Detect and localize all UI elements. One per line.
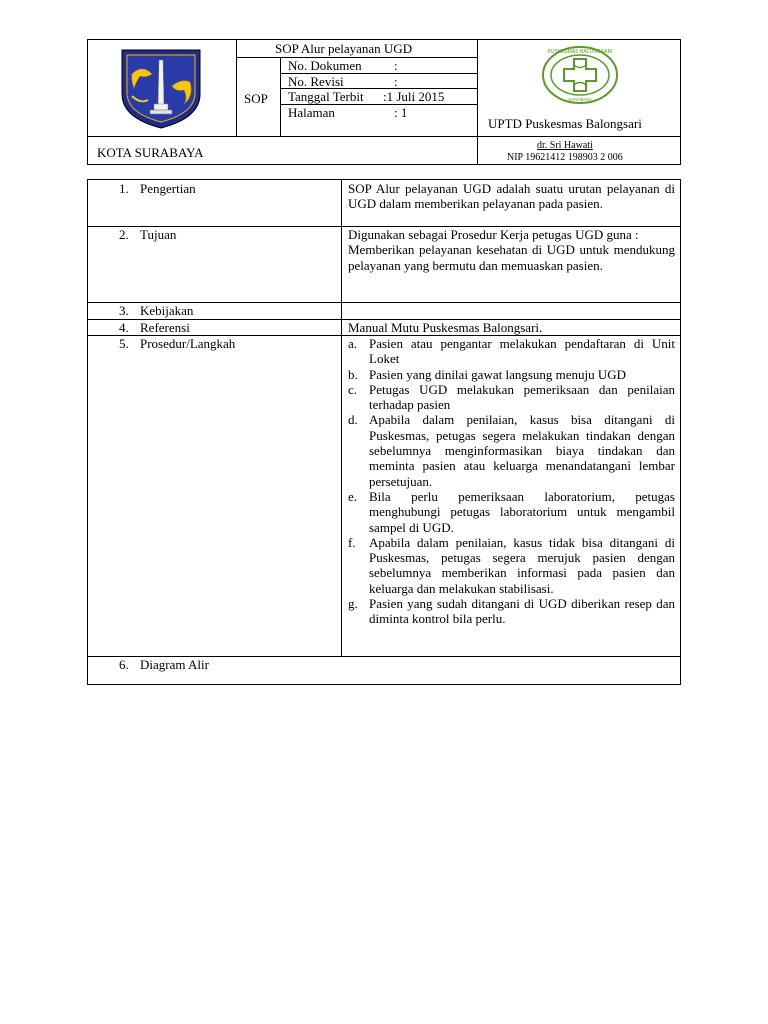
svg-text:SURABAYA: SURABAYA — [568, 97, 592, 102]
procedure-step — [348, 367, 675, 382]
row-label-pengertian: Pengertian — [140, 181, 196, 196]
procedure-steps-list — [348, 336, 675, 627]
step-letter: f. — [348, 534, 356, 550]
step-text: Petugas UGD melakukan pemeriksaan dan penilaian terhadap pasien — [369, 381, 675, 413]
row-label-prosedur: Prosedur/Langkah — [140, 336, 236, 351]
no-dokumen-sep: : — [394, 58, 398, 73]
sop-content-table — [87, 179, 681, 685]
no-dokumen-label: No. Dokumen — [288, 58, 362, 73]
row-number: 4. — [119, 320, 129, 335]
halaman-label: Halaman — [288, 105, 335, 120]
no-revisi-sep: : — [394, 74, 398, 89]
puskesmas-logo — [540, 44, 620, 106]
halaman-value: : 1 — [394, 105, 408, 120]
row-text-tujuan — [348, 227, 675, 273]
signer-nip: NIP 19621412 198903 2 006 — [507, 152, 623, 163]
row-number: 6. — [119, 657, 129, 672]
row-number: 2. — [119, 227, 129, 242]
procedure-step — [348, 412, 675, 488]
row-label-diagram-alir: Diagram Alir — [140, 657, 209, 672]
step-text: Pasien yang sudah ditangani di UGD diberikan resep dan diminta kontrol bila perlu. — [369, 596, 675, 627]
sop-label: SOP — [244, 91, 268, 106]
tujuan-line-1: Digunakan sebagai Prosedur Kerja petugas UGD guna : — [348, 227, 639, 242]
tanggal-terbit-label: Tanggal Terbit — [288, 89, 364, 104]
row-label-tujuan: Tujuan — [140, 227, 177, 242]
step-letter: a. — [348, 336, 358, 351]
signer-name: dr. Sri Hawati — [537, 140, 593, 151]
step-letter: g. — [348, 596, 358, 612]
step-text: Pasien yang dinilai gawat langsung menuju UGD — [369, 366, 627, 382]
tanggal-terbit-value: :1 Juli 2015 — [383, 89, 445, 104]
step-text: Pasien atau pengantar melakukan pendaftaran di Unit Loket — [369, 336, 675, 367]
procedure-step — [348, 382, 675, 413]
step-text: Bila perlu pemeriksaan laboratorium, petugas menghubungi petugas laboratorium untuk mengambil sampel di UGD. — [369, 488, 675, 535]
row-number: 5. — [119, 336, 129, 351]
step-letter: c. — [348, 381, 358, 397]
row-label-referensi: Referensi — [140, 320, 190, 335]
procedure-step — [348, 535, 675, 596]
procedure-step — [348, 336, 675, 367]
city-name: KOTA SURABAYA — [97, 145, 204, 160]
no-revisi-label: No. Revisi — [288, 74, 344, 89]
svg-text:PUSKESMAS BALONGSARI: PUSKESMAS BALONGSARI — [547, 49, 613, 55]
step-letter: e. — [348, 488, 358, 504]
step-text: Apabila dalam penilaian, kasus tidak bisa ditangani di Puskesmas, petugas segera merujuk pasien dengan sebelumnya memberikan informasi pada pasien dan keluarga dan melakukan stabilisasi. — [369, 534, 675, 596]
row-number: 1. — [119, 181, 129, 196]
tujuan-line-2: Memberikan pelayanan kesehatan di UGD untuk mendukung pelayanan yang bermutu dan memuaskan pasien. — [348, 242, 675, 273]
step-letter: d. — [348, 412, 358, 428]
row-number: 3. — [119, 303, 129, 318]
sop-header-table — [87, 39, 681, 165]
row-text-pengertian: SOP Alur pelayanan UGD adalah suatu urutan pelayanan di UGD dalam memberikan pelayanan pada pasien. — [348, 181, 675, 212]
surabaya-crest-logo — [118, 44, 204, 130]
step-letter: b. — [348, 366, 358, 382]
row-label-kebijakan: Kebijakan — [140, 303, 194, 318]
unit-name: UPTD Puskesmas Balongsari — [488, 116, 642, 131]
procedure-step — [348, 596, 675, 627]
procedure-step — [348, 489, 675, 535]
step-text: Apabila dalam penilaian, kasus bisa ditangani di Puskesmas, petugas segera melakukan tindakan dengan sebelumnya menginformasikan biaya tindakan dan meminta pasien atau keluarga menandatangani lembar persetujuan. — [369, 412, 675, 489]
sop-title: SOP Alur pelayanan UGD — [275, 41, 413, 56]
row-text-referensi: Manual Mutu Puskesmas Balongsari. — [348, 320, 543, 335]
